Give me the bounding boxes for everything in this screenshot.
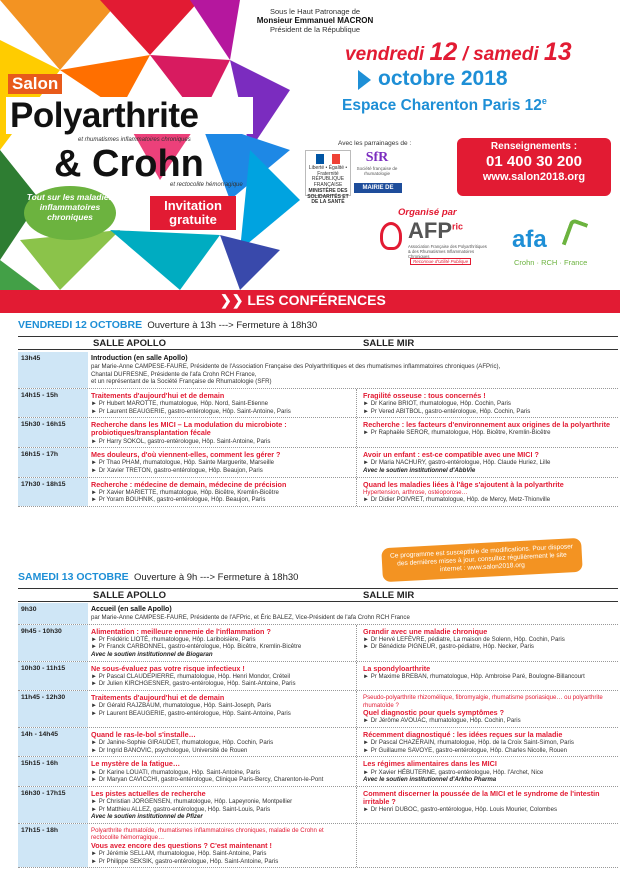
a-talk-title: Traitements d'aujourd'hui et de demain xyxy=(91,390,225,400)
event-dates: vendredi 12 / samedi 13 xyxy=(345,38,572,66)
afa-figure-icon xyxy=(562,218,588,250)
salle-mir-cell xyxy=(356,448,618,476)
speaker: ► Pr Guillaume SAVOYE, gastro-entérologue, Hôp. Charles Nicolle, Rouen xyxy=(363,746,568,754)
time-slot: 15h15 - 16h xyxy=(18,757,88,785)
salle-mir-cell xyxy=(356,389,618,417)
speaker: ► Dr Maria NACHURY, gastro-entérologue, Hôp. Claude Huriez, Lille xyxy=(363,459,551,467)
table-row xyxy=(18,448,618,477)
speaker: ► Dr Jérôme AVOUAC, rhumatologue, Hôp. Cochin, Paris xyxy=(363,717,521,725)
hero-header xyxy=(0,0,620,290)
subtitle-rhumatismes: et rhumatismes inflammatoires chroniques xyxy=(78,137,191,143)
table-row xyxy=(18,728,618,757)
time-slot: 14h - 14h45 xyxy=(18,728,88,756)
speaker: ► Dr Ingrid BANOVIC, psychologue, Université de Rouen xyxy=(91,746,248,754)
salle-apollo-cell xyxy=(88,625,356,661)
salle-apollo-cell xyxy=(88,389,356,417)
salle-apollo-cell xyxy=(88,757,356,785)
day1-table xyxy=(18,352,618,507)
a-talk-title: Recherche : médecine de demain, médecine de précision xyxy=(91,479,287,489)
arrow-icon xyxy=(358,70,371,90)
title-crohn: & Crohn xyxy=(54,143,204,185)
salle-apollo-cell xyxy=(88,728,356,756)
a-talk-title: Le mystère de la fatigue… xyxy=(91,759,181,769)
time-slot: 17h15 - 18h xyxy=(18,824,88,868)
salle-mir-cell xyxy=(356,728,618,756)
salon-label: Salon xyxy=(8,74,62,94)
day2-header: SAMEDI 13 OCTOBRE Ouverture à 9h ---> Fermeture à 18h30 xyxy=(18,571,299,583)
title-polyarthrite: Polyarthrite xyxy=(6,97,253,134)
organise-label: Organisé par xyxy=(398,207,457,218)
speaker: ► Dr Janine-Sophie GIRAUDET, rhumatologue, Hôp. Cochin, Paris xyxy=(91,739,274,747)
speaker: ► Dr Gérald RAJZBAUM, rhumatologue, Hôp. Saint-Joseph, Paris xyxy=(91,702,272,710)
time-slot: 17h30 - 18h15 xyxy=(18,478,88,506)
website-link[interactable]: www.salon2018.org xyxy=(482,171,586,183)
table-row xyxy=(18,418,618,448)
speaker: ► Pr Philippe SEKSIK, gastro-entérologue, Hôp. Saint-Antoine, Paris xyxy=(91,857,279,865)
speaker: ► Pr Xavier HÉBUTERNE, gastro-entérologue, Hôp. l'Archet, Nice xyxy=(363,768,544,776)
salle-apollo-cell xyxy=(88,448,356,476)
speaker: ► Pr Yoram BOUHNIK, gastro-entérologue, Hôp. Beaujon, Paris xyxy=(91,496,266,504)
logo-mairie-paris: MAIRIE DE PARIS xyxy=(354,183,402,193)
logo-ministere: Liberté • Égalité • Fraternité RÉPUBLIQUE FRANÇAISE MINISTÈRE DES SOLIDARITÉS ET DE LA SANTÉ xyxy=(305,150,351,196)
table-row xyxy=(18,691,618,728)
speaker: ► Pr Thao PHAM, rhumatologue, Hôp. Sainte Marguerite, Marseille xyxy=(91,459,275,467)
day2-column-headers: SALLE APOLLO SALLE MIR xyxy=(18,588,618,602)
afpric-logo: $AFP^{ric}$ Association Française des Polyarthritiques & des Rhumatismes Inflammatoires Chroniques Reconnue d'Utilité Publique xyxy=(380,218,490,270)
afpric-figure-icon xyxy=(380,222,402,250)
intro-cell xyxy=(88,352,618,388)
day2-table xyxy=(18,603,618,868)
intro-line: et un représentant de la Société Française de Rhumatologie (SFR) xyxy=(91,378,272,386)
time-slot: 13h45 xyxy=(18,352,88,388)
table-row xyxy=(18,389,618,418)
speaker: ► Dr Hervé LEFÈVRE, pédiatre, La maison de Solenn, Hôp. Cochin, Paris xyxy=(363,635,565,643)
speaker: ► Dr Henri DUBOC, gastro-entérologue, Hôp. Louis Mourier, Colombes xyxy=(363,806,557,814)
b-talk-title: Fragilité osseuse : tous concernés ! xyxy=(363,390,486,400)
speaker: ► Pr Laurent BEAUGERIE, gastro-entérologue, Hôp. Saint-Antoine, Paris xyxy=(91,407,291,415)
conferences-banner: ❯❯ LES CONFÉRENCES xyxy=(0,290,620,313)
subtitle-rectocolite: et rectocolite hémorragique xyxy=(170,182,243,188)
update-notice: Ce programme est susceptible de modifications. Pour disposer des dernières mises à jour, consultez régulièrement le site internet : www.salon2018.org xyxy=(381,538,583,582)
salle-mir-cell xyxy=(356,757,618,785)
b-talk-title: Récemment diagnostiqué : les idées reçues sur la maladie xyxy=(363,729,563,739)
speaker: ► Pr Maxime BREBAN, rhumatologue, Hôp. Ambroise Paré, Boulogne-Billancourt xyxy=(363,672,585,680)
speaker: ► Dr Karine BRIOT, rhumatologue, Hôp. Cochin, Paris xyxy=(363,399,511,407)
speaker: ► Pr Pascal CLAUDEPIERRE, rhumatologue, Hôp. Henri Mondor, Créteil xyxy=(91,672,291,680)
speaker: ► Dr Pascal CHAZERAIN, rhumatologue, Hôp. de la Croix Saint-Simon, Paris xyxy=(363,739,574,747)
patronage: Sous le Haut Patronage de Monsieur Emmanuel MACRON Président de la République xyxy=(256,7,374,34)
salle-mir-cell xyxy=(356,824,618,868)
event-month: octobre 2018 xyxy=(378,67,508,90)
speaker: ► Pr Laurent BEAUGERIE, gastro-entérologue, Hôp. Saint-Antoine, Paris xyxy=(91,709,291,717)
speaker: ► Pr Harry SOKOL, gastro-entérologue, Hôp. Saint-Antoine, Paris xyxy=(91,437,271,445)
table-row xyxy=(18,662,618,691)
speaker: ► Dr Julien KIRCHGESNER, gastro-entérologue, Hôp. Saint-Antoine, Paris xyxy=(91,680,296,688)
speaker: ► Dr Bénédicte PIGNEUR, gastro-pédiatre, Hôp. Necker, Paris xyxy=(363,643,534,651)
salle-apollo-cell xyxy=(88,478,356,506)
b-talk-title: Quel diagnostic pour quels symptômes ? xyxy=(363,708,504,718)
day1-header: VENDREDI 12 OCTOBRE Ouverture à 13h ---> Fermeture à 18h30 xyxy=(18,319,318,331)
salle-mir-cell xyxy=(356,478,618,506)
a-talk-title: Recherche dans les MICI – La modulation du microbiote : probiotiques/transplantation fécale xyxy=(91,420,287,438)
a-preamble: Polyarthrite rhumatoïde, rhumatismes inflammatoires chroniques, maladie de Crohn et rectocolite hémorragique… xyxy=(91,826,324,842)
salle-apollo-cell xyxy=(88,662,356,690)
speaker: ► Pr Hubert MAROTTE, rhumatologue, Hôp. Nord, Saint-Etienne xyxy=(91,399,269,407)
table-row xyxy=(18,478,618,507)
table-row xyxy=(18,603,618,625)
salle-apollo-cell xyxy=(88,824,356,868)
time-slot: 15h30 - 16h15 xyxy=(18,418,88,447)
b-talk-title: Comment discerner la poussée de la MICI et le syndrome de l'intestin irritable ? xyxy=(363,788,600,806)
intro-title: Accueil (en salle Apollo) xyxy=(91,606,172,613)
b-talk-title: La spondyloarthrite xyxy=(363,663,431,673)
afa-logo: afa Crohn · RCH · France xyxy=(510,218,610,273)
b-talk-title: Avoir un enfant : est-ce compatible avec une MICI ? xyxy=(363,450,539,460)
speaker: ► Pr Franck CARBONNEL, gastro-entérologue, Hôp. Bicêtre, Kremlin-Bicêtre xyxy=(91,643,302,651)
logo-sfr: SfR Société française de rhumatologie xyxy=(356,150,398,176)
speaker: ► Pr Frédéric LIOTÉ, rhumatologue, Hôp. Lariboisière, Paris xyxy=(91,635,256,643)
b-sponsor-note: Avec le soutien institutionnel d'Arkho Pharma xyxy=(363,776,497,784)
parrainages-label: Avec les parrainages de : xyxy=(338,140,412,147)
speaker: ► Pr Matthieu ALLEZ, gastro-entérologue, Hôp. Saint-Louis, Paris xyxy=(91,805,271,813)
salle-apollo-cell xyxy=(88,691,356,727)
badge-invitation: Invitation gratuite xyxy=(150,196,236,230)
salle-mir-cell xyxy=(356,418,618,447)
b-talk-title: Recherche : les facteurs d'environnement aux origines de la polyarthrite xyxy=(363,420,610,430)
intro-line: par Marie-Anne CAMPESE-FAURE, Présidente de l'AFPric, et Éric BALEZ, Vice-Président de l'afa Crohn RCH France xyxy=(91,614,410,621)
intro-title: Introduction (en salle Apollo) xyxy=(91,355,188,362)
a-talk-title: Ne sous-évaluez pas votre risque infectieux ! xyxy=(91,663,245,673)
speaker: ► Pr Xavier MARIETTE, rhumatologue, Hôp. Bicêtre, Kremlin-Bicêtre xyxy=(91,488,279,496)
a-talk-title: Mes douleurs, d'où viennent-elles, comment les gérer ? xyxy=(91,450,281,460)
speaker: ► Dr Didier POIVRET, rhumatologue, Hôp. de Mercy, Metz-Thionville xyxy=(363,496,551,504)
intro-line: par Marie-Anne CAMPESE-FAURE, Présidente de l'Association Française des Polyarthritiques et des rhumatismes inflammatoires chroniques (AFPric), xyxy=(91,363,501,370)
speaker: ► Dr Karine LOUATI, rhumatologue, Hôp. Saint-Antoine, Paris xyxy=(91,768,261,776)
speaker: ► Pr Raphaële SEROR, rhumatologue, Hôp. Bicêtre, Kremlin-Bicêtre xyxy=(363,429,551,437)
table-row xyxy=(18,787,618,824)
b-talk-title: Les régimes alimentaires dans les MICI xyxy=(363,759,497,769)
time-slot: 9h30 xyxy=(18,603,88,624)
time-slot: 11h45 - 12h30 xyxy=(18,691,88,727)
a-talk-title: Traitements d'aujourd'hui et de demain xyxy=(91,692,225,702)
intro-cell xyxy=(88,603,618,624)
speaker: ► Pr Vered ABITBOL, gastro-entérologue, Hôp. Cochin, Paris xyxy=(363,407,531,415)
time-slot: 16h15 - 17h xyxy=(18,448,88,476)
b-talk-title: Grandir avec une maladie chronique xyxy=(363,626,488,636)
speaker: ► Dr Maryan CAVICCHI, gastro-entérologue, Clinique Paris-Bercy, Charenton-le-Pont xyxy=(91,776,324,784)
salle-mir-cell xyxy=(356,691,618,727)
day1-column-headers: SALLE APOLLO SALLE MIR xyxy=(18,336,618,350)
speaker: ► Dr Xavier TRETON, gastro-entérologue, Hôp. Beaujon, Paris xyxy=(91,466,263,474)
a-talk-title: Alimentation : meilleure ennemie de l'inflammation ? xyxy=(91,626,271,636)
time-slot: 9h45 - 10h30 xyxy=(18,625,88,661)
a-talk-title: Vous avez encore des questions ? C'est maintenant ! xyxy=(91,840,272,850)
badge-tout-sur: Tout sur les maladies inflammatoires chroniques xyxy=(24,186,116,240)
a-talk-title: Les pistes actuelles de recherche xyxy=(91,788,206,798)
table-row xyxy=(18,352,618,389)
time-slot: 10h30 - 11h15 xyxy=(18,662,88,690)
salle-mir-cell xyxy=(356,625,618,661)
table-row xyxy=(18,757,618,786)
intro-line: Chantal DUFRESNE, Présidente de l'afa Crohn RCH France, xyxy=(91,370,257,378)
a-talk-title: Quand le ras-le-bol s'installe… xyxy=(91,729,196,739)
b-sponsor-note: Avec le soutien institutionnel d'AbbVie xyxy=(363,466,476,474)
table-row xyxy=(18,824,618,869)
speaker: ► Pr Christian JORGENSEN, rhumatologue, Hôp. Lapeyronie, Montpellier xyxy=(91,797,293,805)
b-talk-subtitle: Hypertension, arthrose, ostéoporose… xyxy=(363,488,468,496)
salle-apollo-cell xyxy=(88,418,356,447)
salle-mir-cell xyxy=(356,662,618,690)
salle-apollo-cell xyxy=(88,787,356,823)
b-preamble: Pseudo-polyarthrite rhizomélique, fibromyalgie, rhumatisme psoriasique… ou polyarthrite rhumatoïde ? xyxy=(363,693,603,709)
a-sponsor-note: Avec le soutien institutionnel de Biogaran xyxy=(91,650,213,658)
time-slot: 16h30 - 17h15 xyxy=(18,787,88,823)
speaker: ► Pr Jérémie SELLAM, rhumatologue, Hôp. Saint-Antoine, Paris xyxy=(91,850,267,858)
event-venue: Espace Charenton Paris 12e xyxy=(342,96,547,115)
b-talk-title: Quand les maladies liées à l'âge s'ajoutent à la polyarthrite xyxy=(363,479,564,489)
a-sponsor-note: Avec le soutien institutionnel de Pfizer xyxy=(91,813,203,821)
renseignements-box: Renseignements : 01 400 30 200 www.salon2018.org xyxy=(457,138,611,196)
time-slot: 14h15 - 15h xyxy=(18,389,88,417)
salle-mir-cell xyxy=(356,787,618,823)
phone-number: 01 400 30 200 xyxy=(486,153,582,170)
table-row xyxy=(18,625,618,662)
double-chevron-icon: ❯❯ xyxy=(220,292,248,308)
